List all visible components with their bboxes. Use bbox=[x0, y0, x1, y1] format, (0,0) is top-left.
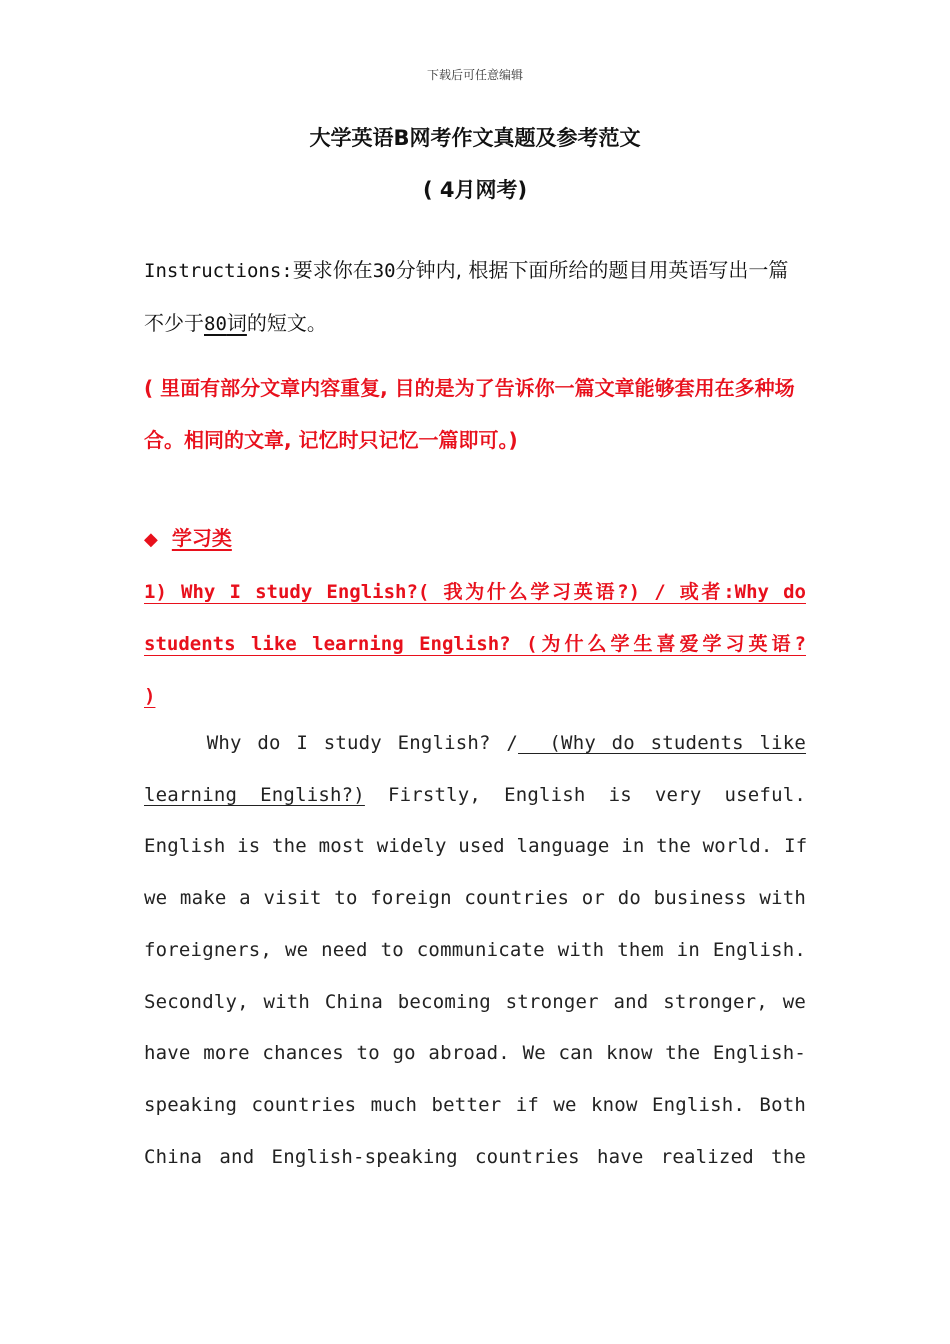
page-title: 大学英语B网考作文真题及参考范文 bbox=[309, 126, 641, 150]
section-label: 学习类 bbox=[171, 526, 232, 550]
section-heading bbox=[144, 518, 806, 560]
header-note: 下载后可任意编辑 bbox=[426, 68, 523, 82]
red-note: ( 里面有部分文章内容重复, 目的是为了告诉你一篇文章能够套用在多种场合。相同的文章, 记忆时只记忆一篇即可。) bbox=[144, 376, 795, 452]
essay-line: China and English-speaking countries have realized the bbox=[144, 1145, 806, 1168]
essay-line: Secondly, with China becoming stronger and stronger, we bbox=[144, 990, 806, 1013]
essay-line: Why do I study English? / (Why do students like bbox=[144, 732, 807, 754]
question-line-1: 1) Why I study English?( 我为什么学习英语?) / 或者:Why do bbox=[144, 581, 806, 603]
instructions-minutes: 30 bbox=[372, 260, 396, 282]
instructions-text-1: 要求你在 bbox=[292, 258, 373, 282]
diamond-bullet-icon: ◆ bbox=[144, 529, 158, 550]
instructions-text-2: 分钟内, 根据下面所给的题目用英语写出一篇不少于 bbox=[144, 258, 789, 335]
instructions-text-3: 的短文。 bbox=[246, 311, 327, 335]
instructions-word-count: 80词 bbox=[204, 311, 247, 335]
essay-line: have more chances to go abroad. We can know the English- bbox=[144, 1042, 806, 1065]
question-line-2: students like learning English? (为什么学生喜爱学习英语? bbox=[144, 633, 806, 655]
page-subtitle: ( 4月网考) bbox=[422, 178, 528, 202]
question-line-3: ) bbox=[144, 685, 156, 707]
question-title bbox=[144, 566, 806, 722]
essay-line: foreigners, we need to communicate with them in English. bbox=[144, 938, 806, 961]
essay-line: learning English?) Firstly, English is very useful. bbox=[144, 783, 806, 806]
essay-line: English is the most widely used language in the world. If bbox=[144, 835, 808, 858]
essay-line: speaking countries much better if we know English. Both bbox=[144, 1093, 806, 1116]
instructions-prefix: Instructions: bbox=[144, 260, 293, 282]
essay-line: we make a visit to foreign countries or do business with bbox=[144, 887, 806, 910]
instructions bbox=[144, 244, 806, 350]
essay-body bbox=[144, 718, 806, 1183]
